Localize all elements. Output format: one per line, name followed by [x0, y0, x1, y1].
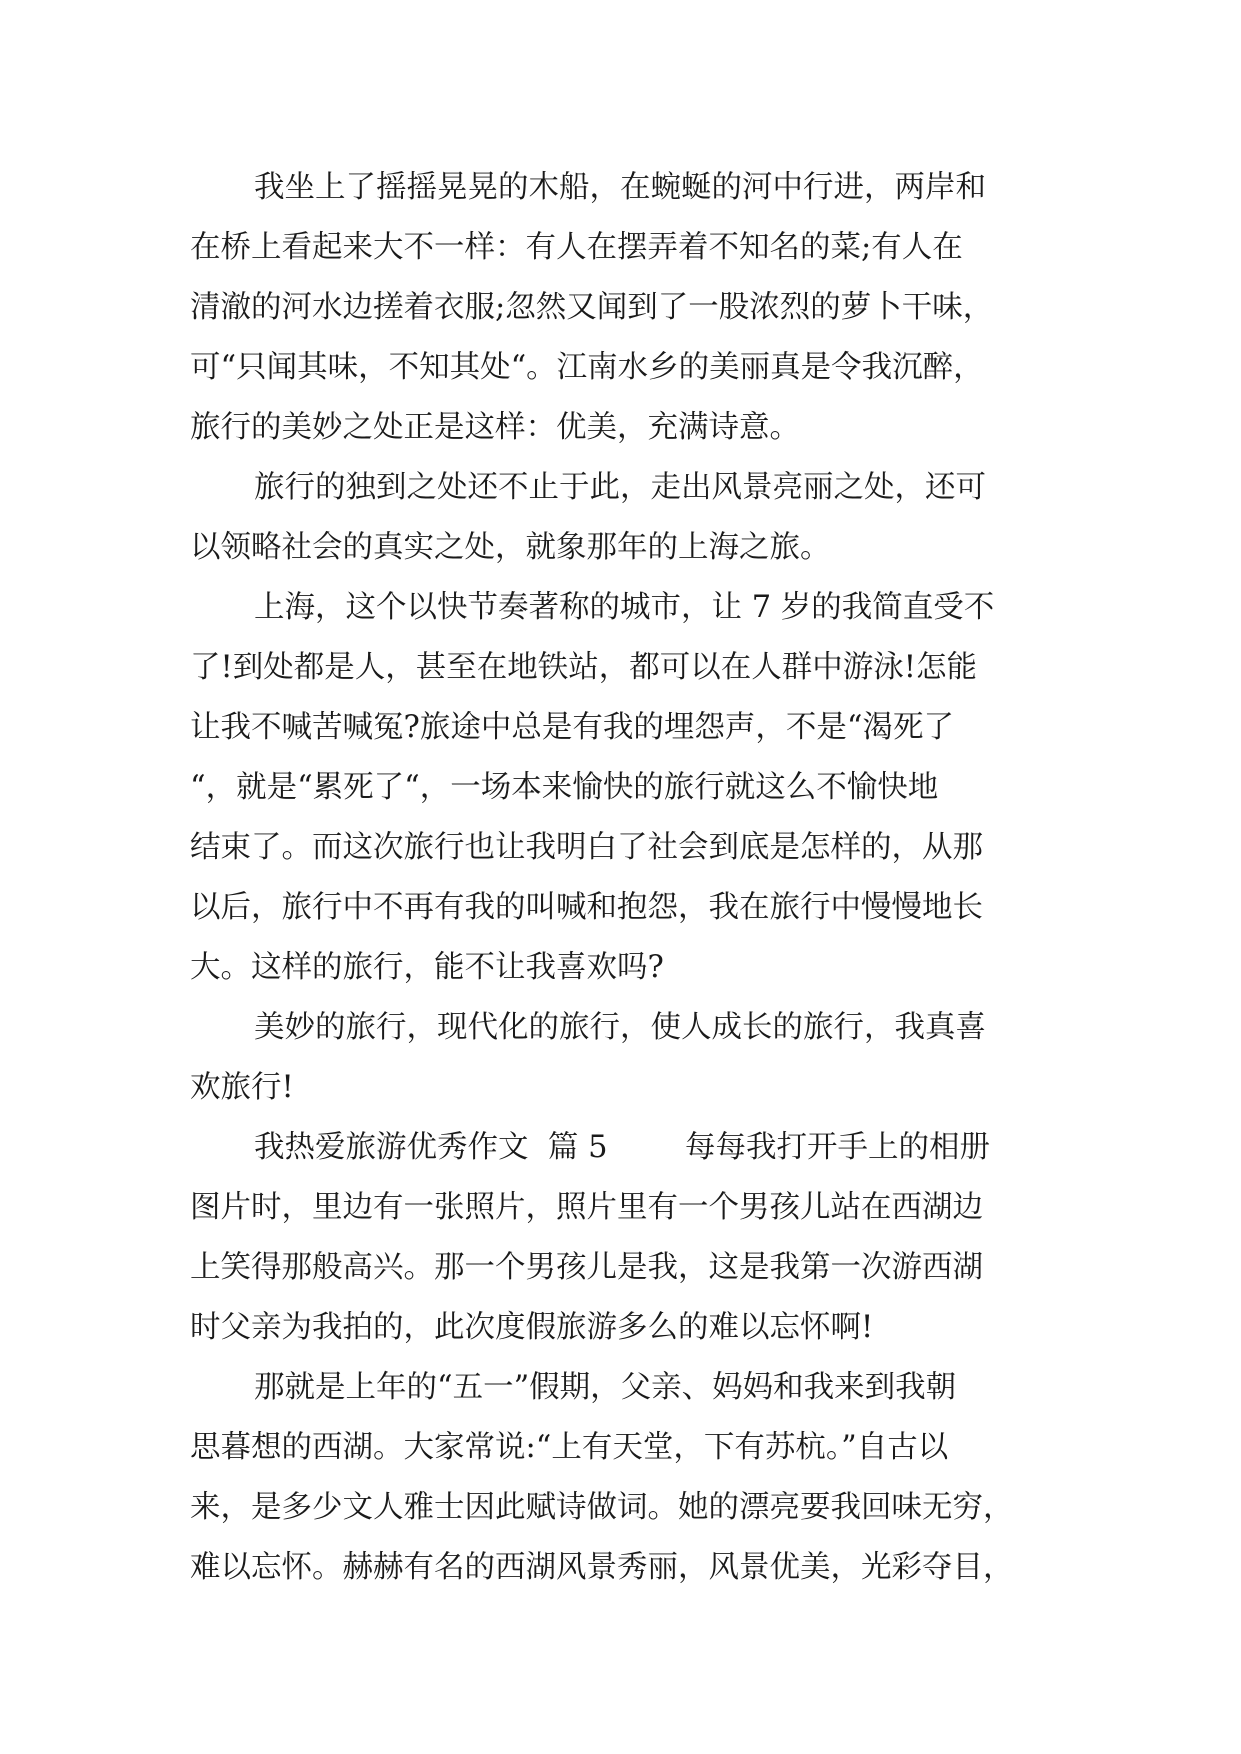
text-line: 欢旅行!	[190, 1070, 294, 1105]
text-line: 时父亲为我拍的，此次度假旅游多么的难以忘怀啊!	[190, 1310, 874, 1345]
text-line: 以后，旅行中不再有我的叫喊和抱怨，我在旅行中慢慢地长	[190, 890, 983, 925]
text-line: 以领略社会的真实之处，就象那年的上海之旅。	[190, 530, 831, 565]
text-line: 旅行的独到之处还不止于此，走出风景亮丽之处，还可	[254, 470, 986, 505]
text-line: 思暮想的西湖。大家常说:“上有天堂，下有苏杭。”自古以	[190, 1430, 949, 1465]
document-body	[190, 158, 1060, 1598]
text-line: 了!到处都是人，甚至在地铁站，都可以在人群中游泳!怎能	[190, 650, 978, 685]
text-line: “，就是“累死了“，一场本来愉快的旅行就这么不愉快地	[190, 770, 939, 805]
text-line: 上海，这个以快节奏著称的城市，让 7 岁的我简直受不	[254, 590, 995, 625]
text-line: 旅行的美妙之处正是这样：优美，充满诗意。	[190, 410, 800, 445]
text-line: 来，是多少文人雅士因此赋诗做词。她的漂亮要我回味无穷，	[190, 1490, 1014, 1525]
text-line: 美妙的旅行，现代化的旅行，使人成长的旅行，我真喜	[254, 1010, 986, 1045]
section-heading-line: 我热爱旅游优秀作文 篇 5 每每我打开手上的相册	[254, 1130, 991, 1165]
text-line: 图片时，里边有一张照片，照片里有一个男孩儿站在西湖边	[190, 1190, 983, 1225]
text-line: 难以忘怀。赫赫有名的西湖风景秀丽，风景优美，光彩夺目，	[190, 1550, 1014, 1585]
text-line: 大。这样的旅行，能不让我喜欢吗?	[190, 950, 664, 985]
text-line: 让我不喊苦喊冤?旅途中总是有我的埋怨声，不是“渴死了	[190, 710, 954, 745]
text-line: 可“只闻其味，不知其处“。江南水乡的美丽真是令我沉醉，	[190, 350, 984, 385]
text-line: 我坐上了摇摇晃晃的木船，在蜿蜒的河中行进，两岸和	[254, 170, 986, 205]
text-line: 结束了。而这次旅行也让我明白了社会到底是怎样的，从那	[190, 830, 983, 865]
text-line: 在桥上看起来大不一样：有人在摆弄着不知名的菜;有人在	[190, 230, 963, 265]
text-line: 那就是上年的“五一”假期，父亲、妈妈和我来到我朝	[254, 1370, 957, 1405]
text-line: 清澈的河水边搓着衣服;忽然又闻到了一股浓烈的萝卜干味，	[190, 290, 994, 325]
text-line: 上笑得那般高兴。那一个男孩儿是我，这是我第一次游西湖	[190, 1250, 983, 1285]
